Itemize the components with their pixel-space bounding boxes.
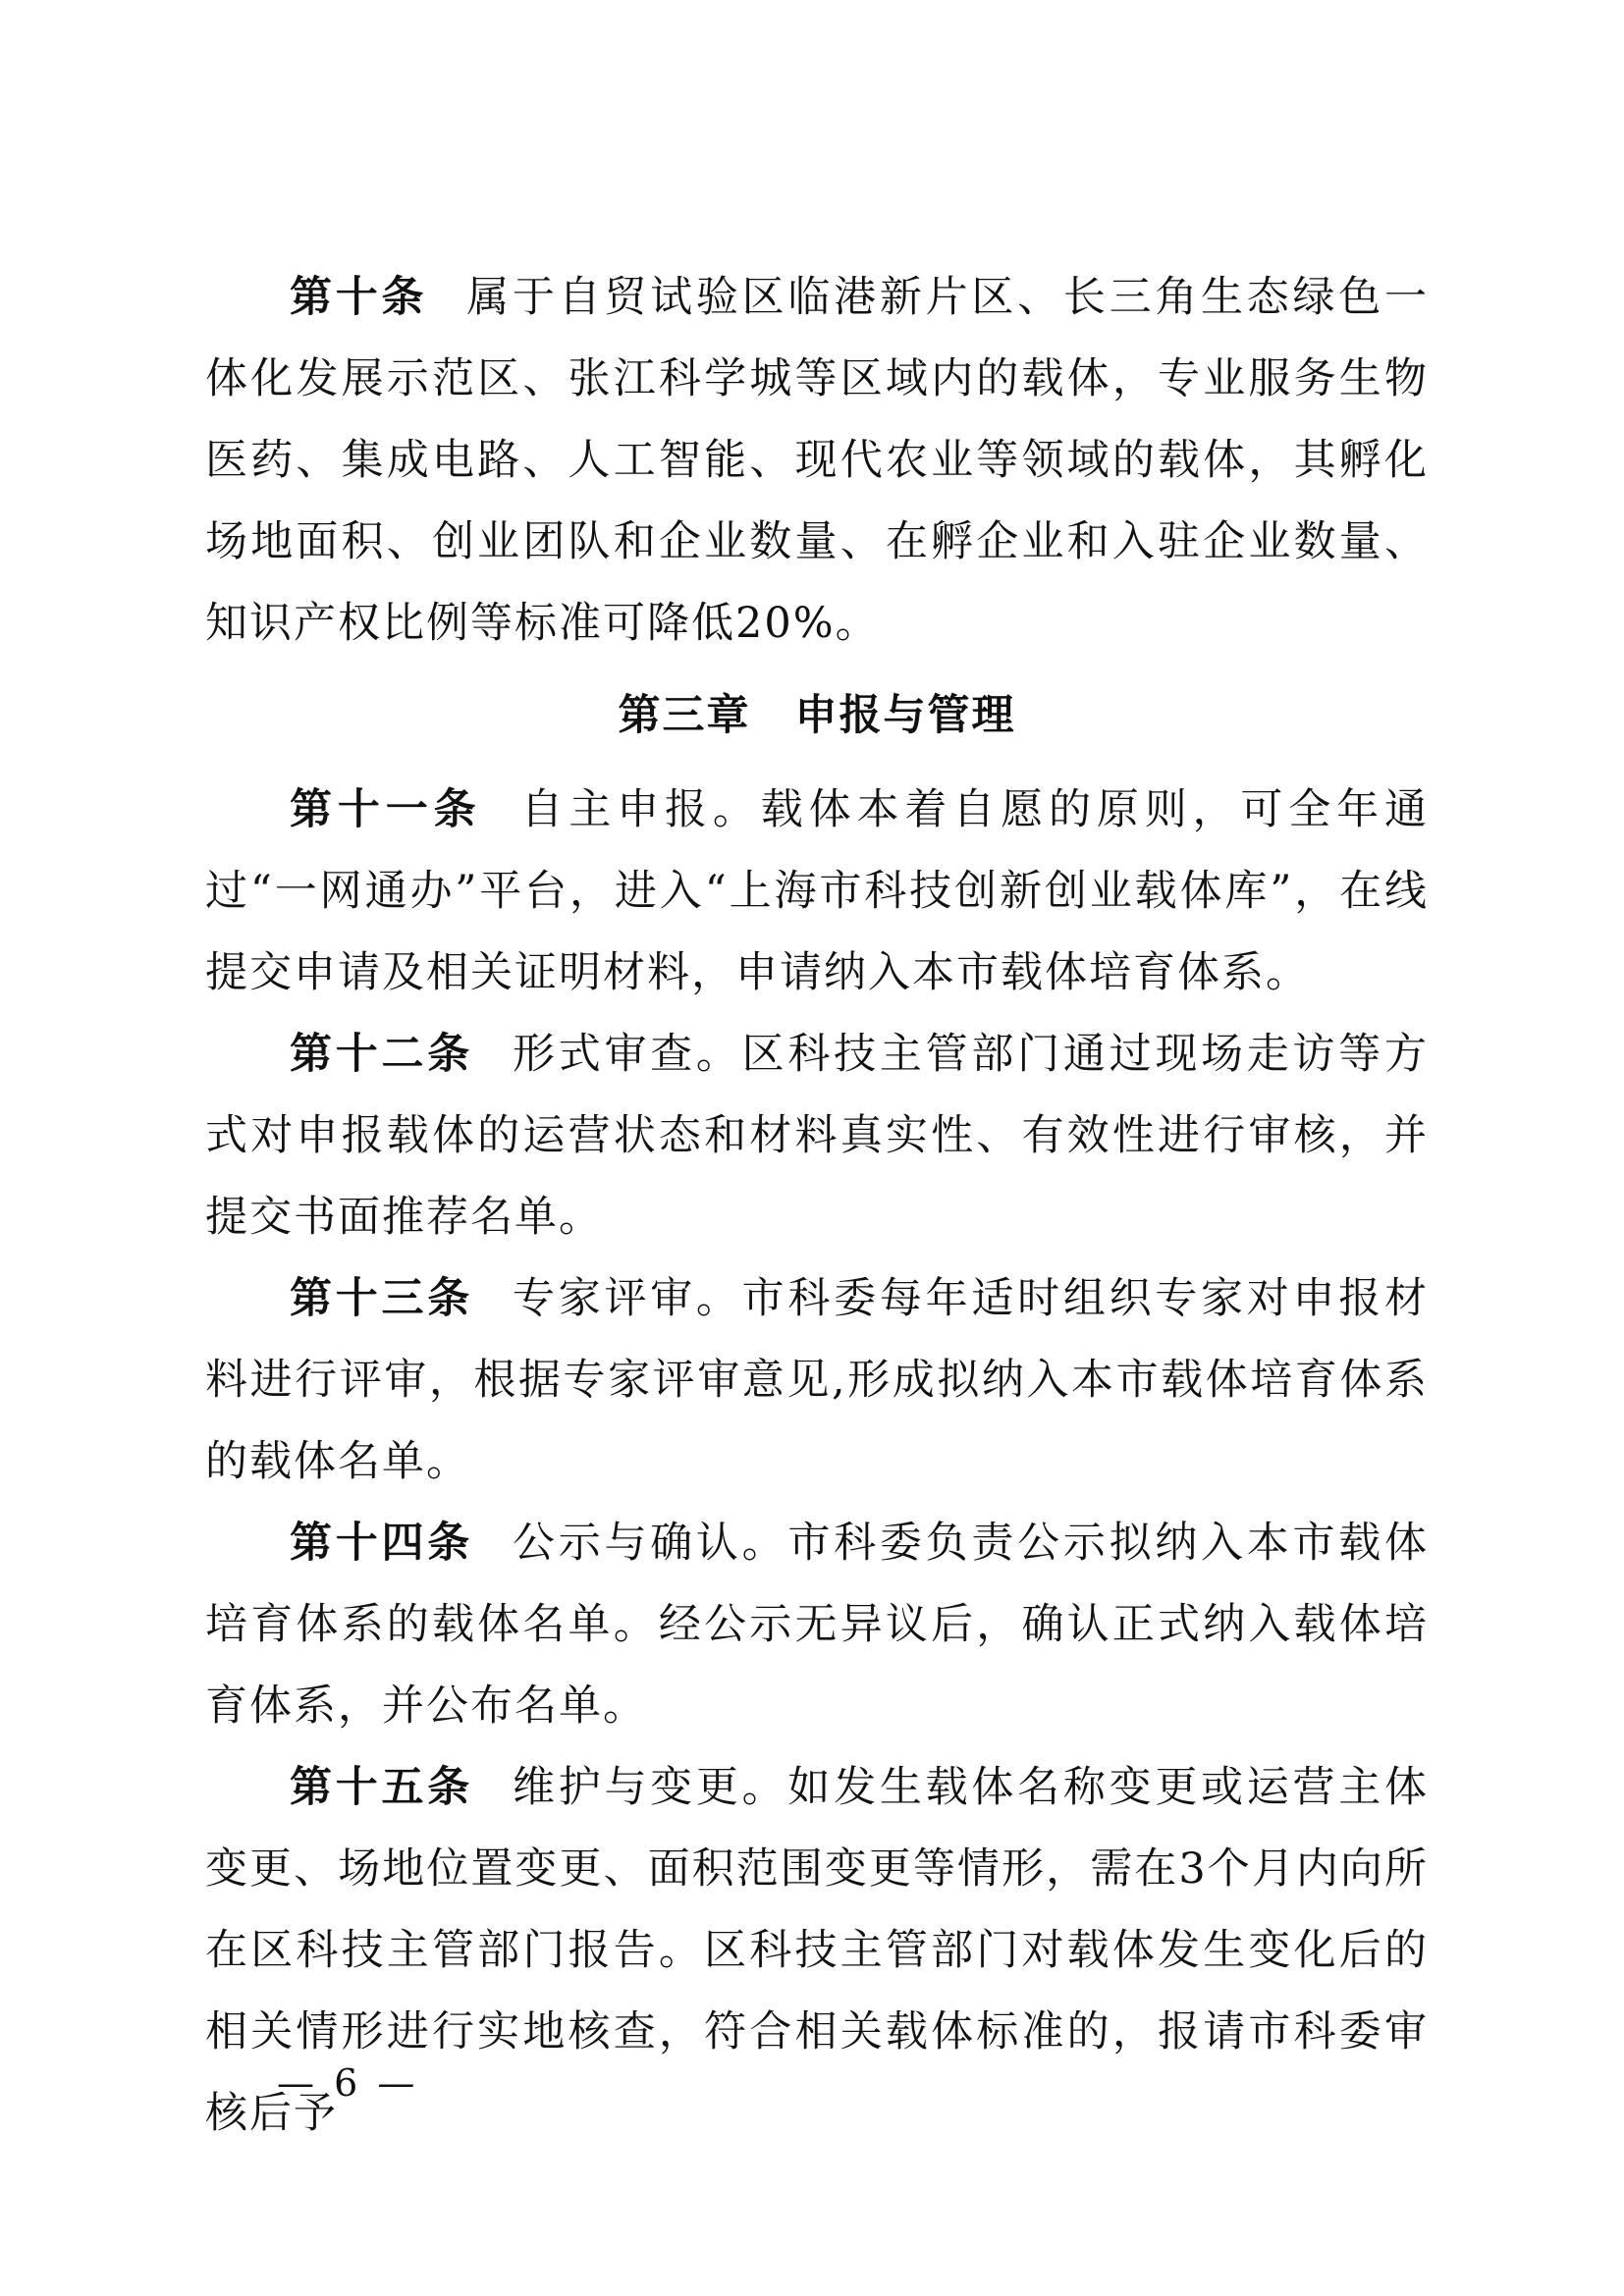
article-14	[205, 1503, 1429, 1747]
article-12-label: 第十二条	[290, 1030, 473, 1079]
document-body	[205, 257, 1429, 2155]
article-10-label: 第十条	[290, 273, 428, 322]
chapter-title: 第三章 申报与管理	[618, 691, 1016, 740]
article-15-text: 维护与变更。如发生载体名称变更或运营主体变更、场地位置变更、面积范围变更等情形，需在3个月内向所在区科技主管部门报告。区科技主管部门对载体发生变化后的相关情形进行实地核查，符合相关载体标准的，报请市科委审核后予	[205, 1763, 1430, 2138]
article-13-text: 专家评审。市科委每年适时组织专家对申报材料进行评审，根据专家评审意见,形成拟纳入本市载体培育体系的载体名单。	[205, 1274, 1430, 1486]
article-13-label: 第十三条	[290, 1274, 473, 1323]
article-11-label: 第十一条	[290, 785, 482, 834]
article-14-text: 公示与确认。市科委负责公示拟纳入本市载体培育体系的载体名单。经公示无异议后，确认正式纳入载体培育体系，并公布名单。	[205, 1519, 1430, 1731]
article-13	[205, 1258, 1429, 1503]
article-12	[205, 1014, 1429, 1258]
article-10-text: 属于自贸试验区临港新片区、长三角生态绿色一体化发展示范区、张江科学城等区域内的载体，专业服务生物医药、集成电路、人工智能、现代农业等领域的载体，其孵化场地面积、创业团队和企业数量、在孵企业和入驻企业数量、知识产权比例等标准可降低20%。	[205, 273, 1430, 648]
article-12-text: 形式审查。区科技主管部门通过现场走访等方式对申报载体的运营状态和材料真实性、有效性进行审核，并提交书面推荐名单。	[205, 1030, 1430, 1242]
page-number: — 6 —	[277, 2061, 419, 2105]
article-14-label: 第十四条	[290, 1519, 473, 1568]
article-15-label: 第十五条	[290, 1763, 473, 1812]
article-11-text: 自主申报。载体本着自愿的原则，可全年通过“一网通办”平台，进入“上海市科技创新创业载体库”，在线提交申请及相关证明材料，申请纳入本市载体培育体系。	[205, 785, 1430, 997]
article-10	[205, 257, 1429, 665]
article-11	[205, 770, 1429, 1014]
